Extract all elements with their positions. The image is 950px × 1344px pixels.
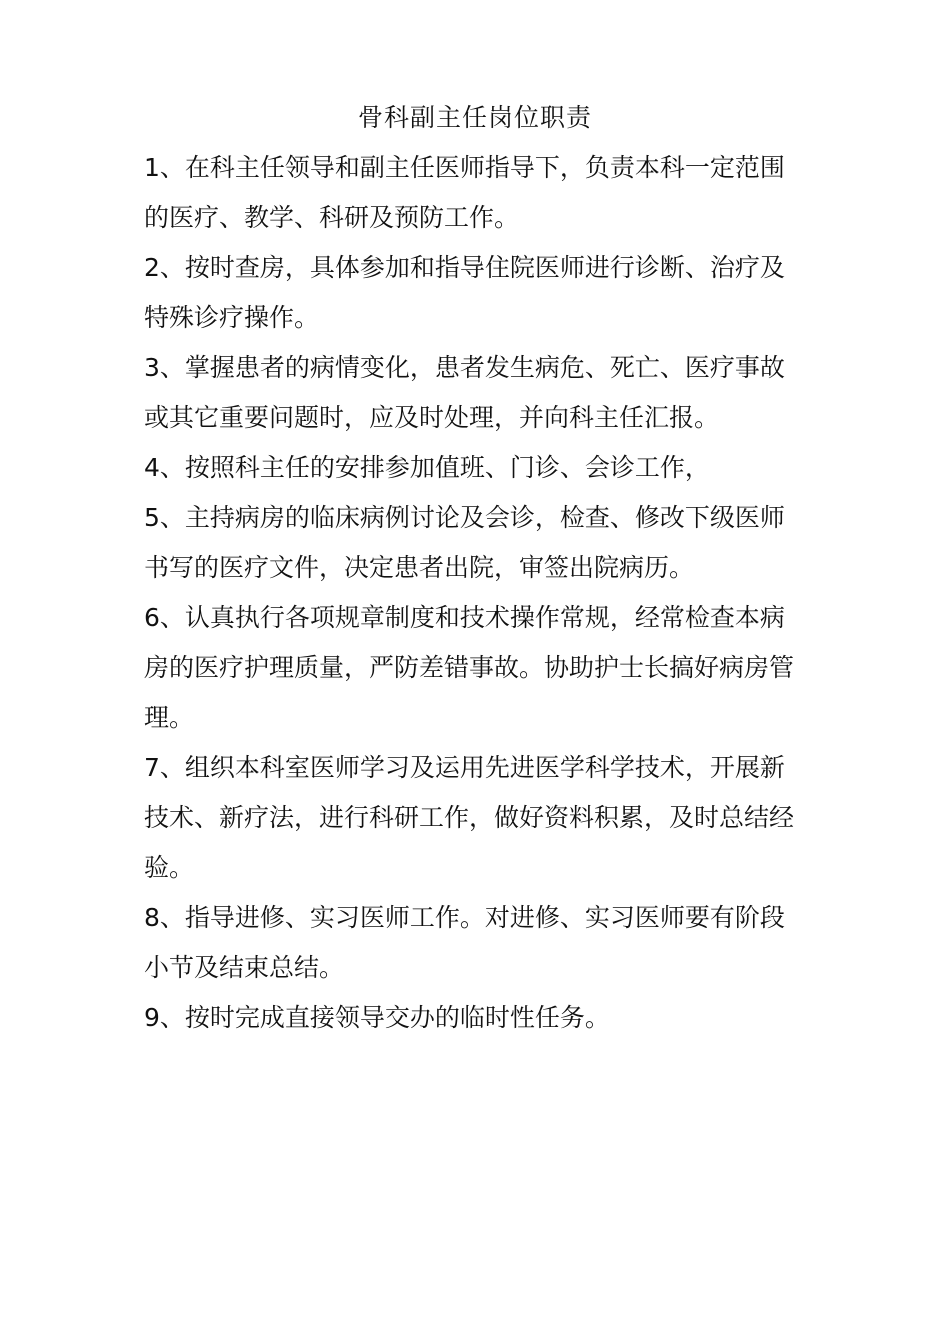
duty-item-8: 8、指导进修、实习医师工作。对进修、实习医师要有阶段 小节及结束总结。	[144, 903, 785, 982]
duty-item-7: 7、组织本科室医师学习及运用先进医学科学技术，开展新 技术、新疗法，进行科研工作，做好资料积累，及时总结经 验。	[144, 753, 795, 882]
duty-item-9: 9、按时完成直接领导交办的临时性任务。	[144, 1003, 610, 1032]
duty-item-6: 6、认真执行各项规章制度和技术操作常规，经常检查本病 房的医疗护理质量，严防差错事故。协助护士长搞好病房管 理。	[144, 603, 795, 732]
duty-item-1: 1、在科主任领导和副主任医师指导下，负责本科一定范围 的医疗、教学、科研及预防工作。	[144, 153, 785, 232]
duty-item-4: 4、按照科主任的安排参加值班、门诊、会诊工作，	[144, 453, 710, 482]
duty-item-3: 3、掌握患者的病情变化，患者发生病危、死亡、医疗事故 或其它重要问题时，应及时处理，并向科主任汇报。	[144, 353, 785, 432]
duty-list	[144, 143, 814, 1043]
document-title: 骨科副主任岗位职责	[357, 103, 592, 132]
duty-item-2: 2、按时查房，具体参加和指导住院医师进行诊断、治疗及 特殊诊疗操作。	[144, 253, 785, 332]
duty-item-5: 5、主持病房的临床病例讨论及会诊，检查、修改下级医师 书写的医疗文件，决定患者出院，审签出院病历。	[144, 503, 785, 582]
